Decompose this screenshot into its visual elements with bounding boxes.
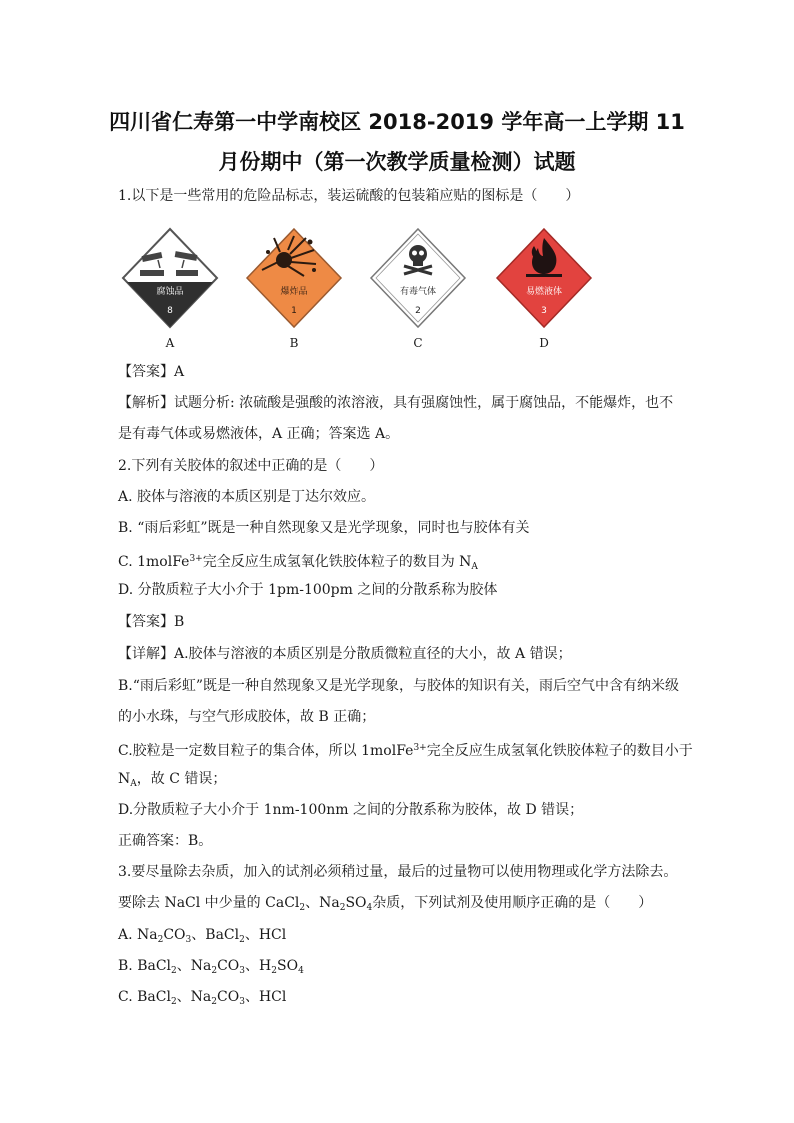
q3-option-b-part4: 、H <box>245 958 272 974</box>
q1-stem: 1.以下是一些常用的危险品标志，装运硫酸的包装箱应贴的图标是（ ） <box>118 188 580 204</box>
q3-stem-line2 <box>118 893 652 918</box>
q2-answer: 【答案】B <box>118 614 185 630</box>
q3-stem-sub1: 2 <box>299 903 306 913</box>
q3-stem-line1: 3.要尽量除去杂质，加入的试剂必须稍过量，最后的过量物可以使用物理或化学方法除去。 <box>118 864 678 880</box>
q3-option-b-part5: SO <box>276 958 299 974</box>
corrosive-sign-label: 腐蚀品 <box>156 287 184 297</box>
q2-option-c-part2: 完全反应生成氢氧化铁胶体粒子的数目为 N <box>202 554 472 570</box>
q2-option-c-subscript: A <box>471 562 478 572</box>
q2-detail-a: 【详解】A.胶体与溶液的本质区别是分散质微粒直径的大小，故 A 错误； <box>118 646 572 662</box>
q3-stem-sub2: 2 <box>339 903 346 913</box>
hazard-signs-figure <box>118 226 598 356</box>
q3-option-c-sub3: 3 <box>239 997 245 1007</box>
document-title-line1: 四川省仁寿第一中学南校区 2018-2019 学年高一上学期 11 <box>109 110 685 134</box>
q3-option-b-sub3: 3 <box>239 966 246 976</box>
q3-option-b-part1: B. BaCl <box>118 958 172 974</box>
q2-detail-c-part1: C.胶粒是一定数目粒子的集合体，所以 1molFe <box>118 743 414 759</box>
q3-option-b-part3: CO <box>217 958 240 974</box>
q2-option-c-part1: C. 1molFe <box>118 554 190 570</box>
q2-detail-c-n: N <box>118 771 131 787</box>
flammable-liquid-sign <box>494 226 594 332</box>
q3-option-c <box>118 987 286 1012</box>
q2-stem: 2.下列有关胶体的叙述中正确的是（ ） <box>118 458 384 474</box>
q2-option-b: B. “雨后彩虹”既是一种自然现象又是光学现象，同时也与胶体有关 <box>118 520 530 536</box>
document-title-line2: 月份期中（第一次教学质量检测）试题 <box>218 150 576 174</box>
q2-detail-c-part2: 完全反应生成氢氧化铁胶体粒子的数目小于 <box>426 743 693 759</box>
toxic-gas-sign-label: 有毒气体 <box>399 287 436 297</box>
q3-stem-sub3: 4 <box>366 903 373 913</box>
q3-option-c-sub1: 2 <box>170 997 177 1007</box>
q3-option-a-sub3: 2 <box>239 935 245 945</box>
explosive-sign-label: 爆炸品 <box>280 287 308 297</box>
q3-option-c-part3: CO <box>217 989 240 1005</box>
q3-stem-part3: SO <box>345 895 367 911</box>
q3-option-a-sub1: 2 <box>157 935 164 945</box>
corrosive-sign <box>120 226 220 332</box>
q1-analysis-line1: 【解析】试题分析: 浓硫酸是强酸的浓溶液，具有强腐蚀性，属于腐蚀品，不能爆炸，也不 <box>118 395 674 411</box>
q3-option-c-sub2: 2 <box>211 997 218 1007</box>
q2-detail-c-line1 <box>118 738 693 761</box>
q1-answer: 【答案】A <box>118 364 185 380</box>
q2-option-a: A. 胶体与溶液的本质区别是丁达尔效应。 <box>118 489 376 505</box>
option-letter-b: B <box>289 336 299 350</box>
q3-option-c-part2: 、Na <box>176 989 212 1005</box>
q3-option-a-sub2: 3 <box>185 935 192 945</box>
q2-option-d: D. 分散质粒子大小介于 1pm-100pm 之间的分散系称为胶体 <box>118 582 498 598</box>
q3-option-a <box>118 925 286 950</box>
q3-option-b-sub5: 4 <box>298 966 304 976</box>
toxic-gas-sign <box>368 226 468 332</box>
toxic-gas-sign-number: 2 <box>415 306 421 316</box>
q2-conclusion: 正确答案：B。 <box>118 833 213 849</box>
q2-detail-b-line2: 的小水珠，与空气形成胶体，故 B 正确； <box>118 709 376 725</box>
q2-detail-c-line2 <box>118 769 226 794</box>
q2-detail-c-part3: ，故 C 错误； <box>136 771 227 787</box>
q3-stem-part4: 杂质，下列试剂及使用顺序正确的是（ ） <box>372 895 653 911</box>
q3-option-c-part1: C. BaCl <box>118 989 171 1005</box>
q3-option-b <box>118 956 304 981</box>
q3-stem-part1: 要除去 NaCl 中少量的 CaCl <box>118 895 300 911</box>
q3-option-a-part2: CO <box>163 927 186 943</box>
explosive-sign <box>244 226 344 332</box>
option-letter-d: D <box>539 336 549 350</box>
q2-detail-c-subscript: A <box>130 779 137 789</box>
explosive-sign-number: 1 <box>291 306 297 316</box>
q3-option-c-part4: 、HCl <box>244 989 287 1005</box>
option-letter-c: C <box>413 336 423 350</box>
q3-option-b-sub2: 2 <box>211 966 218 976</box>
option-letter-a: A <box>165 336 175 350</box>
q2-detail-d: D.分散质粒子大小介于 1nm-100nm 之间的分散系称为胶体，故 D 错误； <box>118 802 584 818</box>
q3-option-b-part2: 、Na <box>176 958 212 974</box>
q3-stem-part2: 、Na <box>305 895 340 911</box>
q3-option-a-part3: 、BaCl <box>191 927 240 943</box>
q2-detail-b-line1: B.“雨后彩虹”既是一种自然现象又是光学现象，与胶体的知识有关，雨后空气中含有纳米级 <box>118 678 680 694</box>
q2-detail-c-superscript: 3+ <box>413 743 427 753</box>
q3-option-a-part4: 、HCl <box>244 927 287 943</box>
q2-option-c <box>118 549 478 577</box>
q2-option-c-superscript: 3+ <box>189 554 203 564</box>
corrosive-sign-number: 8 <box>167 306 173 316</box>
q3-option-b-sub4: 2 <box>271 966 277 976</box>
q3-option-a-part1: A. Na <box>118 927 158 943</box>
q3-option-b-sub1: 2 <box>171 966 177 976</box>
flammable-liquid-sign-number: 3 <box>541 306 547 316</box>
q1-analysis-line2: 是有毒气体或易燃液体，A 正确；答案选 A。 <box>118 426 400 442</box>
flammable-liquid-sign-label: 易燃液体 <box>525 287 562 297</box>
